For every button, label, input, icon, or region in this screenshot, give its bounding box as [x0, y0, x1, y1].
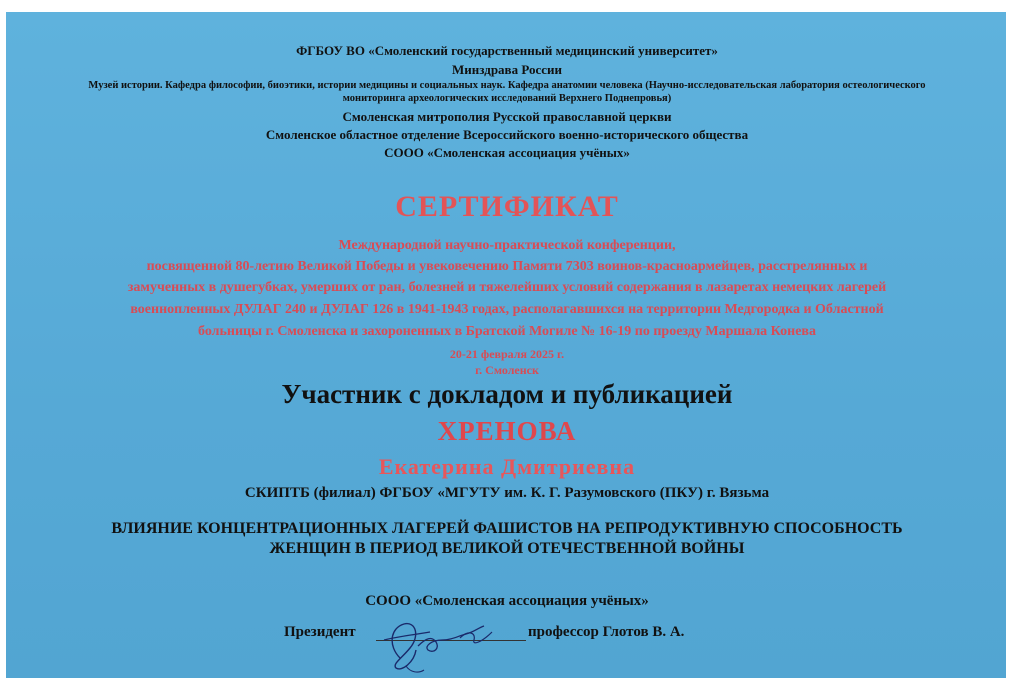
- conference-line-4: военнопленных ДУЛАГ 240 и ДУЛАГ 126 в 1941-1943 годах, располагавшихся на территории Медгородка и Областной: [130, 302, 884, 317]
- president-name: профессор Глотов В. А.: [528, 624, 685, 640]
- report-title-line-2: ЖЕНЩИН В ПЕРИОД ВЕЛИКОЙ ОТЕЧЕСТВЕННОЙ ВОЙНЫ: [269, 540, 745, 557]
- conference-line-3: замученных в душегубках, умерших от ран, болезней и тяжелейших условий содержания в лазаретах немецких лагерей: [127, 280, 887, 295]
- conference-line-1: Международной научно-практической конференции,: [338, 238, 676, 253]
- header-university: ФГБОУ ВО «Смоленский государственный медицинский университет»: [296, 43, 718, 58]
- participant-affiliation: СКИПТБ (филиал) ФГБОУ «МГУТУ им. К. Г. Разумовского (ПКУ) г. Вязьма: [244, 485, 770, 501]
- header-departments-line1: Музей истории. Кафедра философии, биоэтики, истории медицины и социальных наук. Кафедра анатомии человека (Научно-исследовательская лаборатория остеологического: [88, 80, 926, 91]
- participant-given-names: Екатерина Дмитриевна: [378, 454, 636, 479]
- president-label: Президент: [284, 624, 356, 640]
- footer-association: СООО «Смоленская ассоциация учёных»: [365, 593, 649, 609]
- signature-image: [370, 606, 530, 676]
- conference-date: 20-21 февраля 2025 г.: [449, 347, 565, 361]
- report-title-line-1: ВЛИЯНИЕ КОНЦЕНТРАЦИОННЫХ ЛАГЕРЕЙ ФАШИСТОВ НА РЕПРОДУКТИВНУЮ СПОСОБНОСТЬ: [111, 520, 903, 537]
- conference-city: г. Смоленск: [475, 363, 539, 377]
- header-association: СООО «Смоленская ассоциация учёных»: [384, 145, 630, 160]
- header-military-society: Смоленское областное отделение Всероссийского военно-исторического общества: [265, 127, 749, 142]
- header-ministry: Минздрава России: [452, 62, 562, 77]
- header-departments-line2: мониторинга археологических исследований Верхнего Поднепровья): [342, 93, 672, 104]
- certificate-title: СЕРТИФИКАТ: [395, 190, 619, 223]
- participant-surname: ХРЕНОВА: [437, 416, 577, 446]
- header-metropolis: Смоленская митрополия Русской православной церкви: [342, 109, 672, 124]
- participant-role: Участник с докладом и публикацией: [281, 379, 733, 409]
- conference-line-2: посвященной 80-летию Великой Победы и увековечению Памяти 7303 воинов-красноармейцев, расстрелянных и: [146, 259, 868, 274]
- conference-line-5: больницы г. Смоленска и захороненных в Братской Могиле № 16-19 по проезду Маршала Конева: [198, 324, 816, 339]
